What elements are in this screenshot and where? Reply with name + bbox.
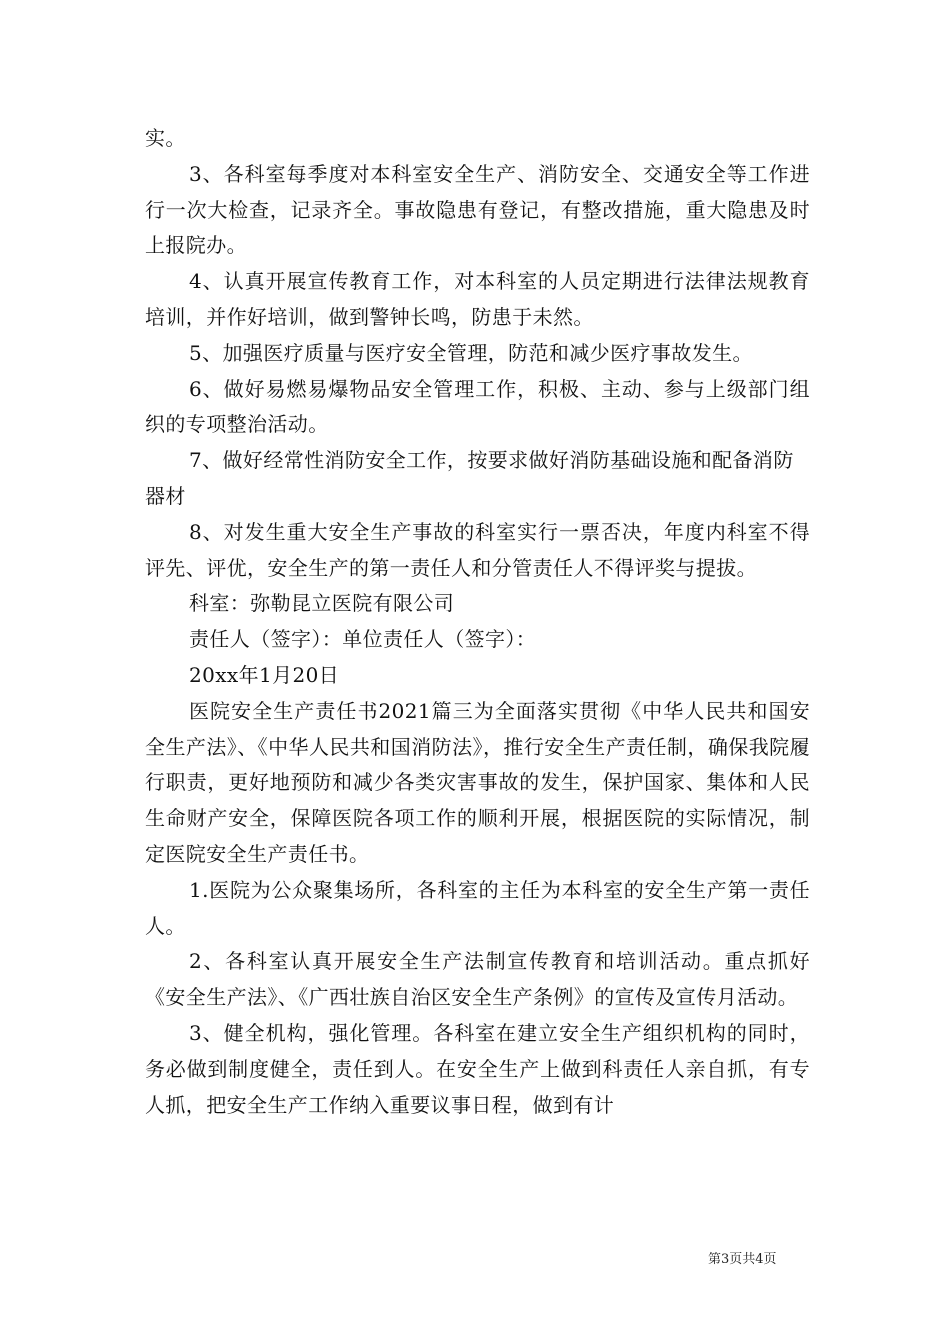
paragraph-section-three-intro: 医院安全生产责任书2021篇三为全面落实贯彻《中华人民共和国安全生产法》、《中华人民共和国消防法》，推行安全生产责任制，确保我院履行职责，更好地预防和减少各类灾害事故的发生，保护国家、集体和人民生命财产安全，保障医院各项工作的顺利开展，根据医院的实际情况，制定医院安全生产责任书。: [145, 698, 810, 866]
paragraph-section-three-item-3: 3、健全机构，强化管理。各科室在建立安全生产组织机构的同时，务必做到制度健全，责任到人。在安全生产上做到科责任人亲自抓，有专人抓，把安全生产工作纳入重要议事日程，做到有计: [145, 1020, 810, 1117]
paragraph-item-8-veto: 8、对发生重大安全生产事故的科室实行一票否决，年度内科室不得评先、评优，安全生产的第一责任人和分管责任人不得评奖与提拔。: [145, 519, 810, 580]
paragraph-item-4-education: 4、认真开展宣传教育工作，对本科室的人员定期进行法律法规教育培训，并作好培训，做到警钟长鸣，防患于未然。: [145, 269, 810, 329]
page-number: 第3页共4页: [708, 1252, 777, 1267]
date-line: 20xx年1月20日: [189, 662, 340, 687]
paragraph-continuation: 实。: [145, 126, 186, 150]
department-line: 科室：弥勒昆立医院有限公司: [189, 591, 455, 616]
signature-line: 责任人（签字）：单位责任人（签字）：: [189, 627, 537, 652]
paragraph-item-6-hazardous-materials: 6、做好易燃易爆物品安全管理工作，积极、主动、参与上级部门组织的专项整治活动。: [145, 376, 810, 437]
paragraph-item-3-inspection: 3、各科室每季度对本科室安全生产、消防安全、交通安全等工作进行一次大检查，记录齐全。事故隐患有登记，有整改措施，重大隐患及时上报院办。: [145, 161, 810, 258]
paragraph-section-three-item-1: 1.医院为公众聚集场所，各科室的主任为本科室的安全生产第一责任人。: [145, 877, 810, 938]
paragraph-item-5-medical-safety: 5、加强医疗质量与医疗安全管理，防范和减少医疗事故发生。: [189, 340, 753, 365]
document-body: [145, 121, 810, 1123]
paragraph-item-7-fire-safety: 7、做好经常性消防安全工作，按要求做好消防基础设施和配备消防器材: [145, 448, 794, 508]
paragraph-section-three-item-2: 2、各科室认真开展安全生产法制宣传教育和培训活动。重点抓好《安全生产法》、《广西壮族自治区安全生产条例》的宣传及宣传月活动。: [145, 949, 810, 1010]
